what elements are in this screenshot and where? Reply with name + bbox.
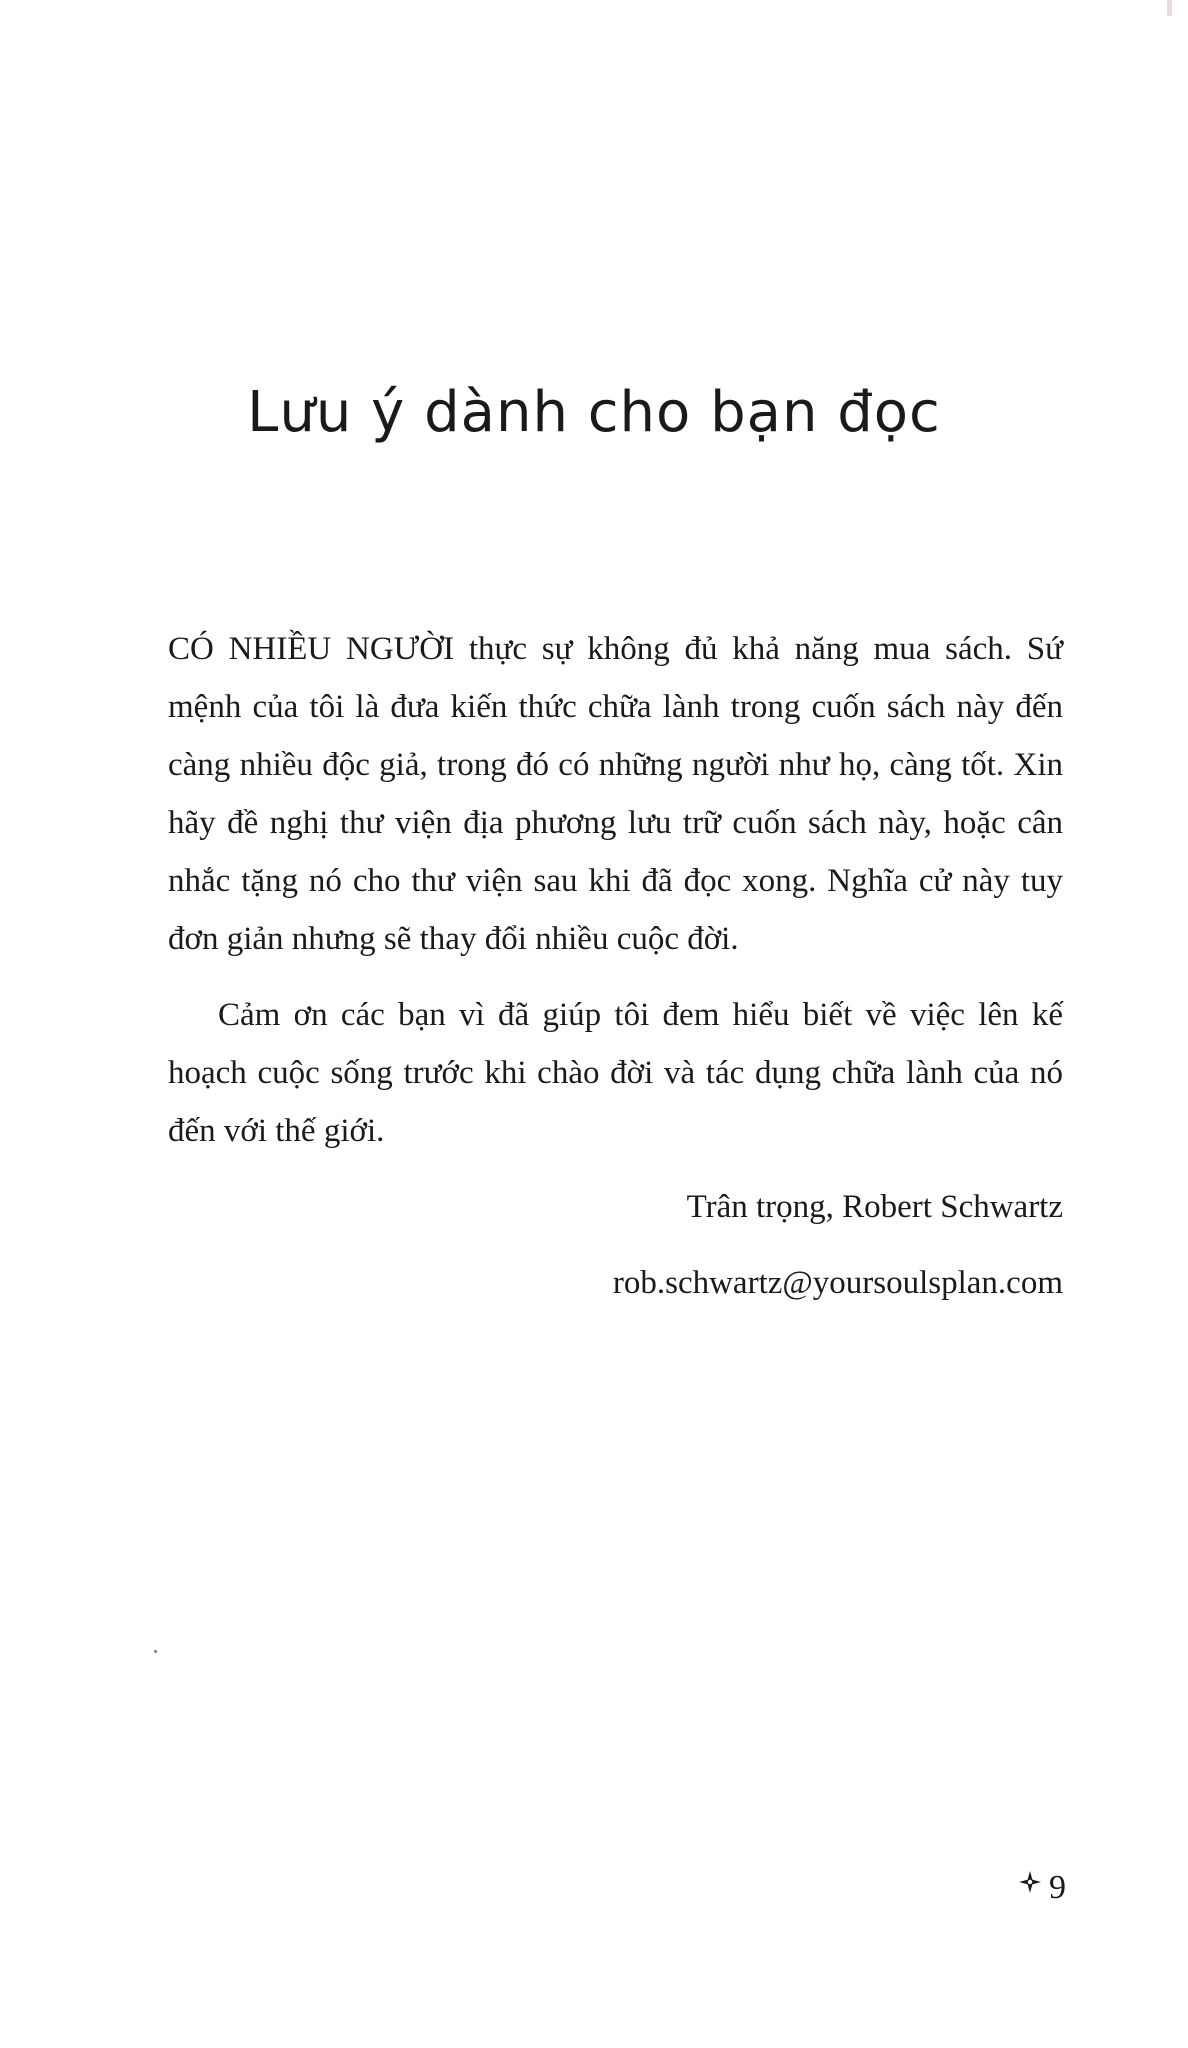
signature: Trân trọng, Robert Schwartz: [686, 1189, 1063, 1225]
paragraph-thanks: Cảm ơn các bạn vì đã giúp tôi đem hiểu biết về việc lên kế hoạch cuộc sống trước khi chào đời và tác dụng chữa lành của nó đến với thế giới.: [168, 997, 1063, 1149]
body-text: [168, 620, 1063, 1330]
page-number: 9: [1049, 1869, 1066, 1906]
page-footer: [1017, 1868, 1066, 1908]
paragraph-intro: CÓ NHIỀU NGƯỜI thực sự không đủ khả năng mua sách. Sứ mệnh của tôi là đưa kiến thức chữa lành trong cuốn sách này đến càng nhiều độc giả, trong đó có những người như họ, càng tốt. Xin hãy đề nghị thư viện địa phương lưu trữ cuốn sách này, hoặc cân nhắc tặng nó cho thư viện sau khi đã đọc xong. Nghĩa cử này tuy đơn giản nhưng sẽ thay đổi nhiều cuộc đời.: [168, 631, 1063, 957]
author-email: rob.schwartz@yoursoulsplan.com: [612, 1265, 1063, 1301]
diamond-ornament-icon: [1017, 1868, 1043, 1908]
corner-mark: [1167, 0, 1172, 16]
speck: [154, 1650, 157, 1653]
page-title: Lưu ý dành cho bạn đọc: [247, 380, 941, 445]
